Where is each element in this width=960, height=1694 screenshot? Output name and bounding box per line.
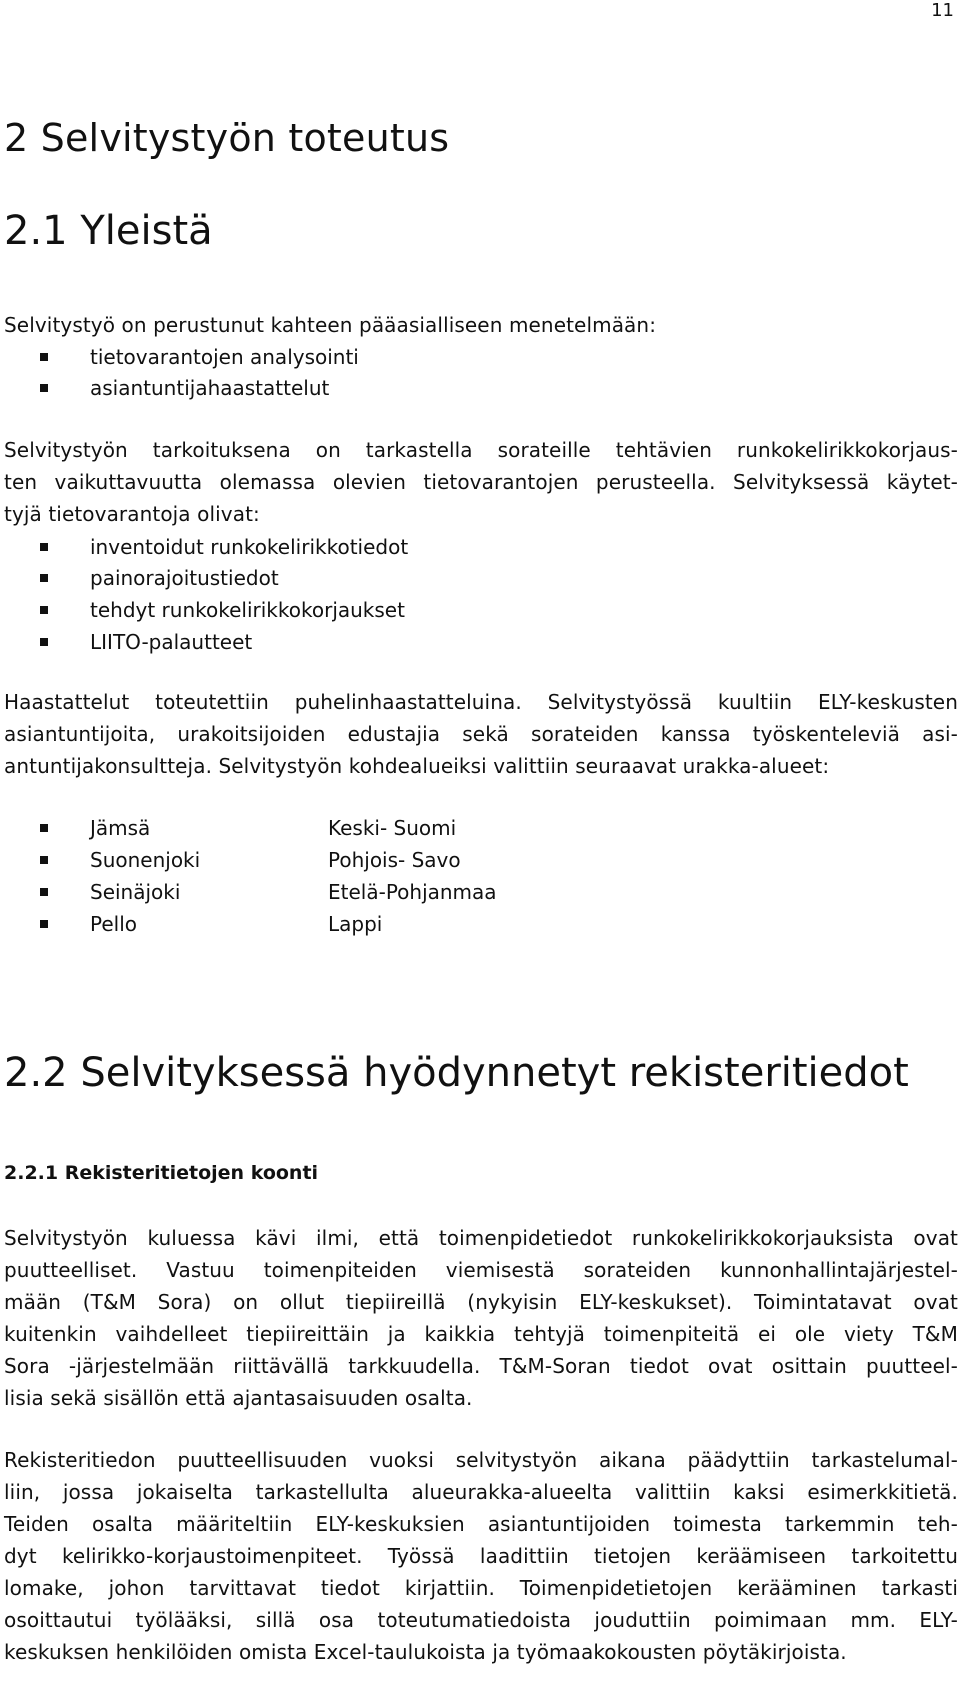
- area-region: Pohjois- Savo: [328, 848, 461, 872]
- list-item: tehdyt runkokelirikkokorjaukset: [40, 594, 405, 626]
- paragraph-line: lomake, johon tarvittavat tiedot kirjattiin. Toimenpidetietojen kerääminen tarkasti: [4, 1576, 958, 1600]
- paragraph-line: tyjä tietovarantoja olivat:: [4, 502, 260, 526]
- bullet-icon: [40, 920, 48, 928]
- area-row: Jämsä: [40, 812, 150, 844]
- list-item: asiantuntijahaastattelut: [40, 372, 329, 404]
- paragraph-line: asiantuntijoita, urakoitsijoiden edustajia sekä sorateiden kanssa työskenteleviä asi-: [4, 722, 958, 746]
- subsection-heading: 2.2.1 Rekisteritietojen koonti: [4, 1162, 319, 1184]
- section-heading-2-1: 2.1 Yleistä: [4, 208, 213, 254]
- paragraph-line: Haastattelut toteutettiin puhelinhaastatteluina. Selvitystyössä kuultiin ELY-keskusten: [4, 690, 958, 714]
- bullet-icon: [40, 606, 48, 614]
- paragraph-line: liin, jossa jokaiselta tarkastellulta alueurakka-alueelta valittiin kaksi esimerkkitietä.: [4, 1480, 958, 1504]
- list-item: painorajoitustiedot: [40, 562, 279, 594]
- section-heading-2-2: 2.2 Selvityksessä hyödynnetyt rekisteritiedot: [4, 1050, 909, 1096]
- paragraph-line: kuitenkin vaihdelleet tiepiireittäin ja kaikkia tehtyjä toimenpiteitä ei ole viety T&M: [4, 1322, 958, 1346]
- paragraph-line: Teiden osalta määriteltiin ELY-keskuksien asiantuntijoiden toimesta tarkemmin teh-: [4, 1512, 958, 1536]
- area-row: Suonenjoki: [40, 844, 200, 876]
- area-region: Etelä-Pohjanmaa: [328, 880, 497, 904]
- paragraph-line: dyt kelirikko-korjaustoimenpiteet. Työssä laadittiin tietojen keräämiseen tarkoitettu: [4, 1544, 958, 1568]
- bullet-icon: [40, 824, 48, 832]
- list-item: inventoidut runkokelirikkotiedot: [40, 531, 408, 563]
- paragraph-line: mään (T&M Sora) on ollut tiepiireillä (nykyisin ELY-keskukset). Toimintatavat ovat: [4, 1290, 958, 1314]
- area-region: Keski- Suomi: [328, 816, 457, 840]
- bullet-icon: [40, 384, 48, 392]
- paragraph-line: keskuksen henkilöiden omista Excel-taulukoista ja työmaakokousten pöytäkirjoista.: [4, 1640, 847, 1664]
- intro-line: Selvitystyö on perustunut kahteen pääasialliseen menetelmään:: [4, 313, 657, 337]
- bullet-icon: [40, 888, 48, 896]
- paragraph-line: puutteelliset. Vastuu toimenpiteiden viemisestä sorateiden kunnonhallintajärjestel-: [4, 1258, 958, 1282]
- page-number: 11: [931, 0, 954, 21]
- bullet-icon: [40, 353, 48, 361]
- bullet-icon: [40, 543, 48, 551]
- area-row: Pello: [40, 908, 137, 940]
- chapter-heading: 2 Selvitystyön toteutus: [4, 116, 450, 160]
- list-item: LIITO-palautteet: [40, 626, 252, 658]
- paragraph-line: osoittautui työlääksi, sillä osa toteutumatiedoista jouduttiin poimimaan mm. ELY-: [4, 1608, 958, 1632]
- list-item: tietovarantojen analysointi: [40, 341, 359, 373]
- paragraph-line: ten vaikuttavuutta olemassa olevien tietovarantojen perusteella. Selvityksessä käytet-: [4, 470, 958, 494]
- area-row: Seinäjoki: [40, 876, 180, 908]
- bullet-icon: [40, 574, 48, 582]
- bullet-icon: [40, 638, 48, 646]
- paragraph-line: Selvitystyön kuluessa kävi ilmi, että toimenpidetiedot runkokelirikkokorjauksista ovat: [4, 1226, 958, 1250]
- paragraph-line: lisia sekä sisällön että ajantasaisuuden osalta.: [4, 1386, 473, 1410]
- paragraph-line: Sora -järjestelmään riittävällä tarkkuudella. T&M-Soran tiedot ovat osittain puutteel-: [4, 1354, 958, 1378]
- paragraph-line: Rekisteritiedon puutteellisuuden vuoksi selvitystyön aikana päädyttiin tarkastelumal-: [4, 1448, 958, 1472]
- paragraph-line: Selvitystyön tarkoituksena on tarkastella sorateille tehtävien runkokelirikkokorjaus-: [4, 438, 958, 462]
- bullet-icon: [40, 856, 48, 864]
- area-region: Lappi: [328, 912, 383, 936]
- paragraph-line: antuntijakonsultteja. Selvitystyön kohdealueiksi valittiin seuraavat urakka-alueet:: [4, 754, 830, 778]
